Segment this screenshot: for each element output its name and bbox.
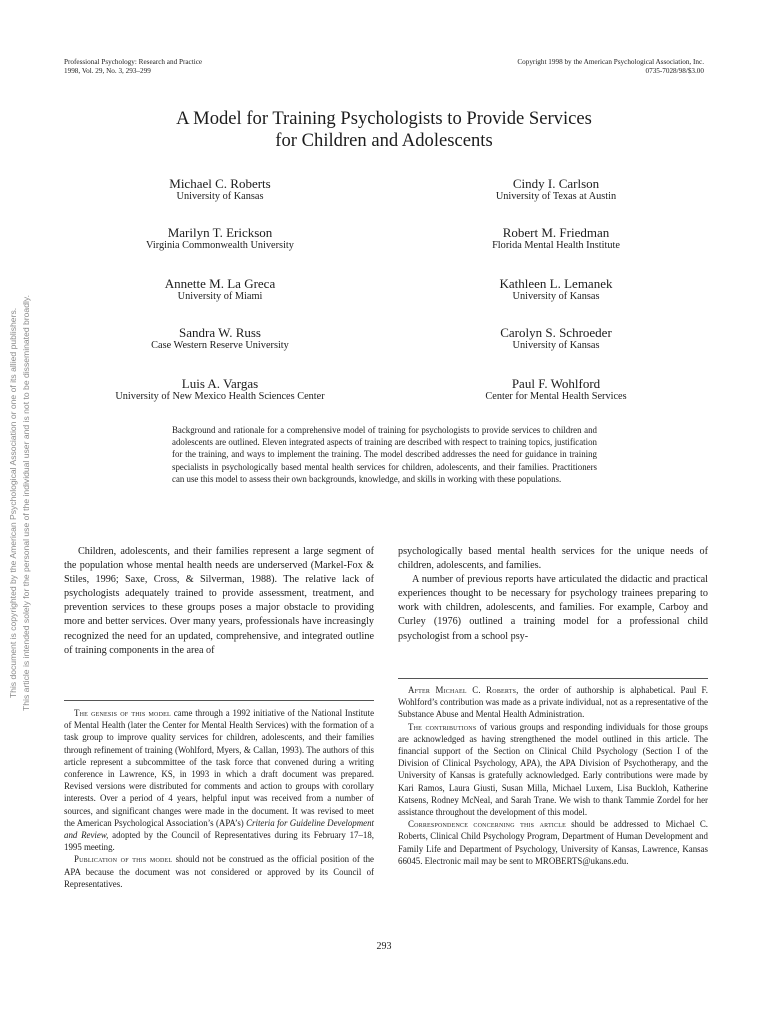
footnote-italic: Criteria for Guideline Development and Review, [64, 817, 374, 841]
author-block [406, 376, 706, 403]
footnote-text: should be addressed to Michael C. Roberts, Clinical Child Psychology Program, Department of Human Development and Family Life and Department of Psychology, University of Kansas, Lawrence, Kansas 66045. Electronic mail may be sent to MROBERTS@ukans.edu. [398, 819, 708, 866]
footnote-authorship [398, 684, 708, 721]
footnote-lead: Publication of this model [74, 854, 173, 865]
footnote-publication [64, 853, 374, 890]
journal-header [64, 58, 202, 76]
author-affiliation: University of Texas at Austin [495, 191, 617, 202]
footnote-lead: The contributions [408, 721, 477, 732]
author-name: Cindy I. Carlson [512, 176, 600, 191]
author-name: Carolyn S. Schroeder [500, 325, 612, 340]
author-block [70, 276, 370, 303]
author-name: Marilyn T. Erickson [167, 225, 273, 240]
footnotes-left [64, 707, 374, 890]
author-name: Robert M. Friedman [502, 225, 610, 240]
footnote-divider [64, 700, 374, 701]
footnote-lead: Correspondence concerning this article [408, 819, 566, 830]
author-affiliation: Florida Mental Health Institute [492, 240, 620, 251]
author-affiliation: Center for Mental Health Services [485, 391, 627, 402]
author-name: Michael C. Roberts [169, 176, 271, 191]
footnote-lead: After Michael C. Roberts, [408, 685, 519, 695]
copyright-side-notice [7, 163, 33, 843]
footnote-text: came through a 1992 initiative of the National Institute of Mental Health (later the Center for Mental Health Services) with the formation of a task group to improve quality services for children, adolescents, and their families through refinement of training (Wohlford, Myers, & Callan, 1993). The authors of this article represent a subcommittee of the task force that convened during a writing conference in Lawrence, KS, in 1993 in which a draft document was prepared. Revised versions were distributed for comments and action to groups with corollary interests. Over a period of 4 years, helpful input was received from a number of sources, and significant changes were made in the document. It was revised to meet the American Psychological Association’s (APA’s) [64, 708, 375, 828]
body-paragraph: A number of previous reports have articulated the didactic and practical experiences thought to be necessary for psychology trainees preparing to work with children, adolescents, and families. For example, Carboy and Curley (1976) outlined a training model for a professional child psychologist from a school psy- [398, 574, 708, 642]
author-name: Paul F. Wohlford [511, 376, 601, 391]
body-paragraph: Children, adolescents, and their families represent a large segment of the population whose mental health needs are underserved (Markel-Fox & Stiles, 1996; Saxe, Cross, & Silverman, 1988). The relative lack of psychologists adequately trained to provide assessment, treatment, and prevention services to these groups poses a major obstacle to providing more and better services. Over many years, professionals have increasingly recognized the need for an updated, comprehensive, and integrated outline of training components in the area of [64, 546, 374, 656]
author-name: Luis A. Vargas [181, 376, 259, 391]
author-block [406, 325, 706, 352]
side-notice-line-2: This article is intended solely for the personal use of the individual user and is not to be disseminated broadly. [21, 295, 31, 711]
author-affiliation: University of Kansas [176, 191, 264, 202]
copyright-header [517, 58, 704, 76]
footnotes-right [398, 684, 708, 867]
author-affiliation: University of New Mexico Health Sciences Center [115, 391, 325, 402]
author-block [406, 225, 706, 252]
body-paragraph: psychologically based mental health services for the unique needs of children, adolescents, and families. [398, 546, 708, 572]
footnote-text: adopted by the Council of Representatives during its February 17–18, 1995 meeting. [64, 830, 375, 853]
footnote-divider [398, 678, 708, 679]
copyright-code: 0735-7028/98/$3.00 [645, 66, 704, 75]
page-number: 293 [376, 941, 392, 952]
author-block [70, 325, 370, 352]
footnote-contributions [398, 721, 708, 819]
author-block [406, 176, 706, 203]
footnote-text: should not be construed as the official position of the APA because the document was not considered or approved by its Council of Representatives. [64, 854, 374, 889]
author-block [70, 225, 370, 252]
side-notice-line-1: This document is copyrighted by the American Psychological Association or one of its allied publishers. [8, 307, 18, 699]
title-line-1: A Model for Training Psychologists to Provide Services [176, 108, 592, 129]
journal-citation: 1998, Vol. 29, No. 3, 293–299 [64, 66, 151, 75]
article-title [0, 108, 768, 152]
footnote-text: the order of authorship is alphabetical. Paul F. Wohlford’s contribution was made as a private individual, not as a representative of the Substance Abuse and Mental Health Administration. [398, 685, 708, 720]
author-affiliation: Case Western Reserve University [151, 340, 289, 351]
body-column-left [64, 545, 374, 658]
footnote-lead: The genesis of this model [74, 708, 171, 718]
author-affiliation: University of Kansas [512, 340, 600, 351]
body-column-right [398, 545, 708, 644]
author-block [406, 276, 706, 303]
author-name: Sandra W. Russ [179, 325, 261, 340]
footnote-text: of various groups and responding individuals for those groups are acknowledged as having strengthened the model outlined in this article. The financial support of the Section on Clinical Child Psychology (Section I of the Division of Clinical Psychology, APA), the APA Division of Psychotherapy, and the University of Kansas is gratefully acknowledged. Early contributions were made by Kari Ramos, Laura Giusti, Susan Milla, Michael Luxem, Lisa Buckloh, Katherine Katsens, Rodney McNeal, and Sarah Trane. We wish to thank Tammie Zordel for her assistance throughout the development of this model. [398, 721, 709, 818]
author-affiliation: University of Miami [177, 291, 263, 302]
title-line-2: for Children and Adolescents [275, 130, 493, 151]
abstract: Background and rationale for a comprehensive model of training for psychologists to provide services to children and adolescents are outlined. Eleven integrated aspects of training are described with respect to training topics, justification for the training, and ways to implement the training. The model described addresses the need for guidance in training specialists in psychologically based mental health services for children, adolescents, and their families. Practitioners can use this model to assess their own backgrounds, knowledge, and skills in working with these populations. [172, 425, 597, 484]
copyright-line: Copyright 1998 by the American Psychological Association, Inc. [517, 58, 704, 66]
author-name: Annette M. La Greca [164, 276, 276, 291]
footnote-correspondence [398, 818, 708, 867]
author-block [70, 176, 370, 203]
author-affiliation: University of Kansas [512, 291, 600, 302]
author-block [70, 376, 370, 403]
journal-name: Professional Psychology: Research and Practice [64, 58, 203, 66]
footnote-genesis [64, 707, 374, 853]
author-affiliation: Virginia Commonwealth University [146, 240, 294, 251]
author-name: Kathleen L. Lemanek [499, 276, 613, 291]
